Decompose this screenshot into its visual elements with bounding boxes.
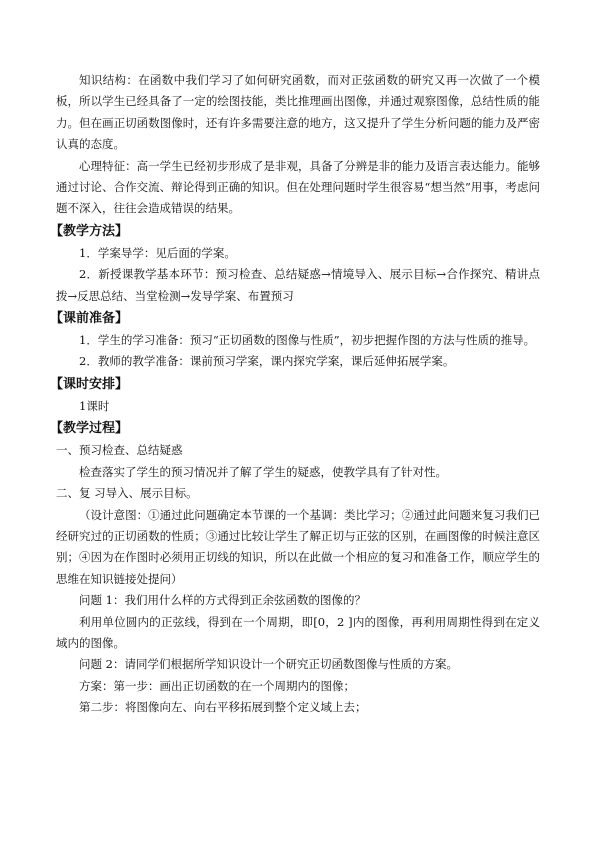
section-title-methods: 【教学方法】 [50, 223, 129, 239]
question-1: 问题 1：我们用什么样的方式得到正余弦函数的图像的？ [79, 593, 366, 608]
question-2: 问题 2：请同学们根据所学知识设计一个研究正切函数图像与性质的方案。 [79, 657, 458, 672]
section-title-process: 【教学过程】 [50, 421, 129, 437]
psychology-paragraph: 心理特征：高一学生已经初步形成了是非观，具备了分辨是非的能力及语言表达能力。能够通过讨论、合作交流、辩论得到正确的知识。但在处理问题时学生很容易“想当然”用事，考虑问题不深入，往往会造成错误的结果。 [56, 158, 540, 216]
answer-1: 利用单位圆内的正弦线，得到在一个周期，即[0，2 ]内的图像，再利用周期性得到在定义域内的图像。 [56, 614, 540, 650]
process-step-1-text: 检查落实了学生的预习情况并了解了学生的疑惑，使教学具有了针对性。 [79, 464, 447, 479]
document-page [50, 70, 540, 719]
methods-item-1: 1．学案导学：见后面的学案。 [79, 245, 236, 260]
section-title-schedule: 【课时安排】 [50, 376, 129, 392]
preparation-item-2: 2．教师的教学准备：课前预习学案，课内探究学案，课后延伸拓展学案。 [79, 354, 455, 369]
process-step-1-heading: 一、预习检查、总结疑惑 [56, 443, 183, 458]
section-title-preparation: 【课前准备】 [50, 311, 129, 327]
plan-step-2: 第二步：将图像向左、向右平移拓展到整个定义域上去； [79, 700, 367, 715]
process-step-2-heading: 二、复 习导入、展示目标。 [56, 486, 198, 501]
preparation-item-1: 1．学生的学习准备：预习“正切函数的图像与性质”，初步把握作图的方法与性质的推导。 [79, 333, 536, 348]
design-intent-paragraph: （设计意图：①通过此问题确定本节课的一个基调：类比学习；②通过此问题来复习我们已经研究过的正切函数的性质；③通过比较让学生了解正切与正弦的区别，在画图像的时候注意区别；④因为在作图时必须用正切线的知识，所以在此做一个相应的复习和准备工作，顺应学生的思维在知识链接处提问） [56, 507, 540, 586]
methods-item-2: 2．新授课教学基本环节：预习检查、总结疑惑→情境导入、展示目标→合作探究、精讲点拨→反思总结、当堂检测→发导学案、布置预习 [56, 267, 540, 303]
plan-step-1: 方案：第一步：画出正切函数的在一个周期内的图像； [79, 678, 355, 693]
schedule-text: 1课时 [79, 398, 110, 413]
knowledge-structure-paragraph: 知识结构：在函数中我们学习了如何研究函数，而对正弦函数的研究又再一次做了一个模板，所以学生已经具备了一定的绘图技能，类比推理画出图像，并通过观察图像，总结性质的能力。但在画正切函数图像时，还有许多需要注意的地方，这又提升了学生分析问题的能力及严密认真的态度。 [56, 73, 540, 152]
